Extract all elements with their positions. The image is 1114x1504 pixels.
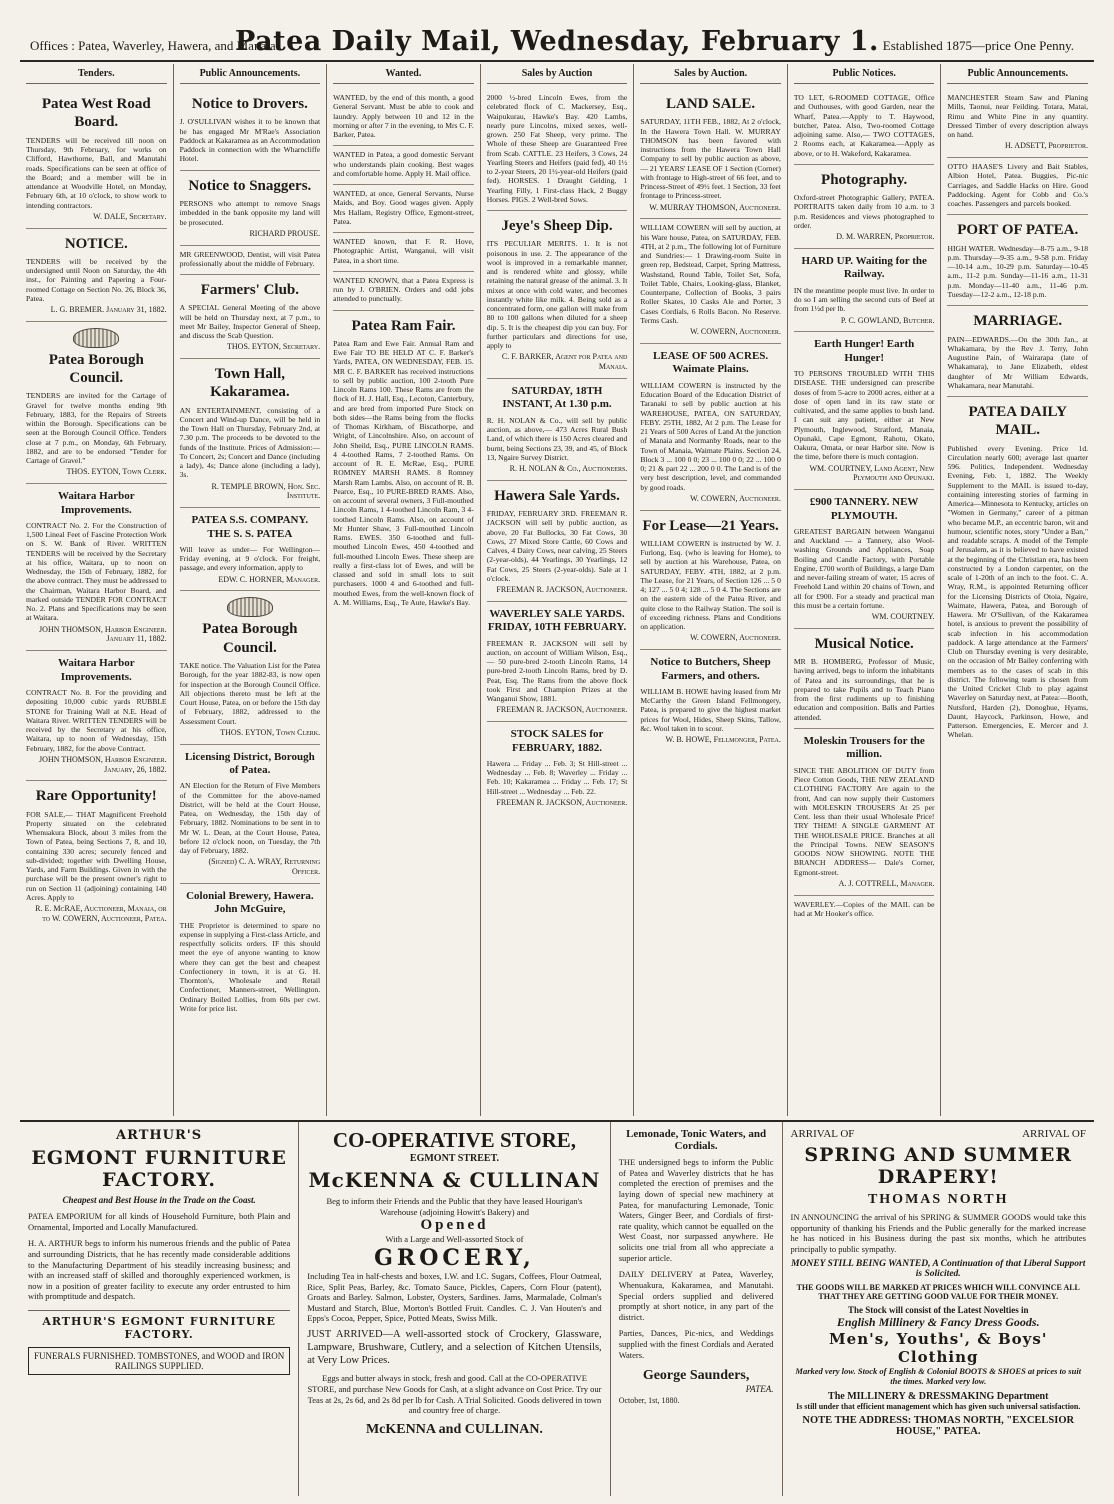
advertisement: [26, 322, 167, 484]
ad-title: Jeye's Sheep Dip.: [501, 218, 613, 235]
ad-body: Will leave as under— For Wellington— Friday evening, at 9 o'clock. For freight, passage, and every information, apply to: [179, 544, 321, 573]
ad-body: WILLIAM COWERN is instructed by the Education Board of the Education District of Taranaki to sell by public auction at his WAREHOUSE, PATEA, ON SATURDAY, FEBY. 25TH, 1882, At 2 p.m. The Lease for 21 Years of 500 Acres of Land At the junction of Manaia and Normanby Roads, near to the Town of Manaia, Waimate Plains. Section 24, Block 3 ... 100 0 0; 23 ... 100 0 0; 22 ... 100 0 0; 21 & part 22 ... 200 0 0. The Land is of the very best description, level, and commanded by good roads.: [640, 380, 781, 492]
just-arrived-text: JUST ARRIVED—A well-assorted stock of Crockery, Glassware, Lampware, Brushware, Cutlery, and a selection of Kitchen Utensils, at Very Low Prices.: [307, 1329, 602, 1367]
ad-signature: McKENNA and CULLINAN.: [365, 1421, 543, 1437]
ad-body: FRIDAY, FEBRUARY 3RD. FREEMAN R. JACKSON will sell by public auction, as above, 20 Fat Bullocks, 30 Fat Cows, 30 Cows, 27 Mixed Store Cattle, 60 Cows and Calves, 4 Dairy Cows, near calving, 25 Steers (2-year-olds), 44 Yearlings, 30 Yearlings, 12 Fat Cows, 25 Steers (2-year-olds). Sale at 1 o'clock.: [486, 509, 628, 583]
column-7: [941, 64, 1094, 1116]
advertisement: [333, 272, 474, 311]
advertisement: [487, 211, 628, 379]
ad-body: WANTED KNOWN, that a Patea Express is run by J. O'BRIEN. Orders and odd jobs attended to punctually.: [333, 275, 474, 304]
ad-body: AN ENTERTAINMENT, consisting of a Concert and Wind-up Dance, will be held in the Town Hall on Thursday, February 2nd, at 7.30 p.m. The proceeds to be devoted to the funds of the Institute. Prices of Admission:—To Concert, 2s; Concert and Dance (including a lady), 4s; Dance alone (including a lady), 3s.: [179, 405, 321, 480]
advertisement: [26, 781, 167, 929]
ad-heading: CO-OPERATIVE STORE,: [332, 1128, 577, 1152]
offices-line: Offices : Patea, Waverley, Hawera, and Manaia.: [30, 38, 279, 53]
ad-signature: W. COWERN, Auctioneer.: [690, 327, 781, 337]
ad-signature: FREEMAN R. JACKSON, Auctioneer.: [496, 705, 628, 715]
arrival-right: ARRIVAL OF: [1022, 1128, 1086, 1140]
ad-body: AN Election for the Return of Five Members of the Committee for the above-named District, will be held at the Court House, Patea, on Wednesday, the 15th day of February, 1882. Nominations to be sent in to Mr W. L. Dean, at the Court House, Patea, before 12 o'clock noon, on Tuesday, the 7th day of February, 1882.: [179, 781, 321, 856]
ad-body: THE undersigned begs to inform the Public of Patea and Waverley districts that he has completed the erection of premises and the laying down of special new machinery at Patea, for manufacturing Lemonade, Tonic Waters, Ginger Beer, and Cordials of first-rate quality, which cannot be equalled on the West Coast, nor surpassed anywhere. He solicits one trial from all who appreciate a superior article.: [618, 1157, 774, 1263]
ad-body: WANTED in Patea, a good domestic Servant who understands plain cooking. Best wages and comfortable home. Apply H. Mail office.: [333, 150, 474, 178]
ad-title: Photography.: [821, 171, 908, 188]
advertisement: [180, 171, 321, 246]
ad-body: Hawera ... Friday ... Feb. 3; St Hill-street ... Wednesday ... Feb. 8; Waverley ... Friday ... Feb. 10; Kakaramea ... Friday ... Feb. 17; St Hill-street ... Wednesday ... Feb. 22.: [486, 758, 628, 796]
advertisement-columns: [20, 64, 1094, 1116]
ad-title: WAVERLEY SALE YARDS. FRIDAY, 10TH FEBRUARY.: [487, 607, 627, 634]
ad-title: LAND SALE.: [666, 96, 756, 113]
ad-body: WANTED, by the end of this month, a good General Servant. Must be able to cook and laundry. Apply between 10 and 12 in the morning or after 7 in the evening, to Mrs C. F. Barker, Patea.: [333, 93, 474, 140]
marked-text: THE GOODS WILL BE MARKED AT PRICES WHICH WILL CONVINCE ALL THAT THEY ARE GETTING GOOD VALUE FOR THEIR MONEY.: [796, 1282, 1080, 1301]
ad-title: PATEA DAILY MAIL.: [968, 404, 1067, 439]
column-header: Sales by Auction.: [640, 68, 781, 84]
ad-signature: George Saunders,: [642, 1368, 750, 1384]
ad-intro: Beg to inform their Friends and the Public that they have leased Hourigan's Warehouse (adjoining Howitt's Bakery) and: [326, 1196, 583, 1217]
advertisement: [947, 89, 1088, 158]
ad-body: WANTED known, that F. R. Hove, Photographic Artist, Wanganui, will visit Patea, in a short time.: [333, 237, 474, 265]
column-3: [327, 64, 481, 1116]
money-wanted-text: MONEY STILL BEING WANTED, A Continuation of that Liberal Support is Solicited.: [791, 1258, 1086, 1279]
ad-body: MR GREENWOOD, Dentist, will visit Patea professionally about the middle of February.: [179, 249, 321, 268]
ad-body: SATURDAY, 11TH FEB., 1882, At 2 o'clock, In the Hawera Town Hall. W. MURRAY THOMSON has been favored with instructions from the Hawera Town Hall Company to sell by public auction as above,— 21 YEARS' LEASE OF 1 Section (Corner) with frontage to High-street of 66 feet, and to Princess-Street of 49½ feet. 1 Section, 33 feet frontage to Princess-street.: [640, 117, 781, 201]
ad-body: THE Proprietor is determined to spare no expense in supplying a First-class Article, and respectfully solicits orders. IF this should meet the eye of anyone wanting to know where they can get the best and cheapest Confectionery in town, it is at G. H. Thornton's, Wholesale and Retail Confectioner, Manners-street, Wellington. Ordinary Boiled Lollies, from 60s per cwt. Write for price list.: [179, 920, 321, 1013]
borough-crest-icon: [73, 328, 119, 348]
ad-body: TO PERSONS TROUBLED WITH THIS DISEASE. THE undersigned can prescribe doses of from 5-acre to 2000 acres, either at a dose of open land in its raw state or cultivated, and the same applies to bush land. I can suit any patient, either at New Plymouth, Inglewood, Stratford, Manaia, Opunaki, Cape Egmont, Rahotu, Okato, Oakura, Omata, or near Harbor site. Now is the time, before there is much contagion.: [793, 369, 935, 462]
ad-title: STOCK SALES for FEBRUARY, 1882.: [510, 728, 604, 754]
advertisement: [947, 215, 1088, 306]
advertisement: [640, 219, 781, 344]
with-text: With a Large and Well-assorted Stock of: [385, 1234, 524, 1245]
ad-signature: P. C. GOWLAND, Butcher.: [840, 315, 935, 325]
ad-title: LEASE OF 500 ACRES. Waimate Plains.: [653, 349, 769, 376]
ad-signature: R. E. McRAE, Auctioneer, Manaia, or to W. COWERN, Auctioneer, Patea.: [35, 904, 167, 923]
advertisement: [947, 306, 1088, 397]
advertisement: [487, 481, 628, 602]
ad-body: IN the meantime people must live. In order to do so I am selling the second cuts of Beef at from 1½d per lb.: [793, 285, 935, 314]
ad-body: WILLIAM COWERN will sell by auction, at his Ware house, Patea, on SATURDAY, FEB. 4TH, at 2 p.m., The following lot of Furniture and Sundries:— 1 Drawing-room Suite in green rep, Bedstead, Carpet, Spring Mattress, Washstand, Round Table, Toilet Set, Sofa, Toilet Table, Chairs, Looking-glass, Blanket, Counterpane, Collection of Books, 3 pairs Roller Skates, 10 Casks Ale and Porter, 3 Cases Cordials, 6 Rolls Bacon. No Reserve. Terms Cash.: [640, 223, 781, 325]
ad-subheading: EGMONT STREET.: [409, 1153, 500, 1164]
ad-title: HARD UP. Waiting for the Railway.: [801, 254, 927, 281]
advertisement: [794, 490, 935, 629]
ad-signature: W. COWERN, Auctioneer.: [690, 493, 781, 503]
ad-signature: R. H. NOLAN & Co., Auctioneers.: [509, 464, 628, 474]
lemonade-ad: [611, 1122, 783, 1496]
ad-body: SINCE THE ABOLITION OF DUTY from Piece Cotton Goods, THE NEW ZEALAND CLOTHING FACTORY Are again to the front, And can now supply their Customers with MOLESKIN TROUSERS At 25 per Cent. less than their usual Wholesale Price! TRY THEM! A SINGLE GARMENT AT THE WHOLESALE PRICE. Branches at all the Principal Towns. NEW SEASON'S GOODS NOW SHOWING. NOTE THE BRANCH ADDRESS— Dale's Corner, Egmont-street.: [793, 765, 935, 877]
ad-signature: JOHN THOMSON, Harbor Engineer. January 11, 1882.: [39, 624, 167, 644]
ad-body: R. H. NOLAN & Co., will sell by public auction, as above,— 473 Acres Rural Bush Land, of which there is 150 Acres cleared and burnt, being Sections 23, 39, and 45, of Block 13, Ngaire Survey District.: [486, 415, 628, 462]
advertisement: [794, 629, 935, 729]
ad-signature: EDW. C. HORNER, Manager.: [218, 574, 321, 584]
ad-body: A SPECIAL General Meeting of the above will be held on Thursday next, at 7 p.m., to meet Mr Bailey, Inspector General of Sheep, and discuss the Scab Question.: [179, 303, 321, 341]
ad-body: J. O'SULLIVAN wishes it to be known that he has engaged Mr M'Rae's Association Paddock at Kakaramea as an Accommodation Paddock in connection with the Wharncliffe Hotel.: [179, 117, 321, 164]
ad-body: TENDERS will be received till noon on Thursday, 9th February, for works on Clifford, Hawthorne, Ball, and Manutahi roads. Specifications can be seen at office of the Board; and a member will be in attendance at Woodville Hotel, on Monday, February 6th, at 10 o'clock, to show work to intending contractors.: [26, 135, 167, 210]
ad-signature: RICHARD PROUSE.: [249, 228, 321, 238]
ad-title: For Lease—21 Years.: [642, 517, 779, 534]
opened-text: Opened: [420, 1217, 489, 1234]
ad-signature: D. M. WARREN, Proprietor.: [836, 232, 935, 242]
merchant-name: THOMAS NORTH: [867, 1192, 1009, 1207]
advertisement: [794, 332, 935, 490]
advertisement: [794, 896, 935, 925]
ad-title: £900 TANNERY. NEW PLYMOUTH.: [809, 496, 919, 522]
ad-body: HIGH WATER. Wednesday—8-75 a.m., 9-18 p.m. Thursday—9-35 a.m., 9-58 p.m. Friday—10-14 a.m., 10-29 p.m. Saturday—10-45 a.m., 11-2 p.m. Sunday—11-16 a.m., 11-31 p.m. Monday—11-40 a.m., 11-46 p.m. Tuesday—12-2 a.m., 12-18 p.m.: [947, 243, 1089, 299]
ad-body: Published every Evening. Price 1d. Circulation nearly 600; average last quarter 596. Politics, Independent. Wednesday Evening, Feb. 1, 1882. The Weekly Supplement to the MAIL is issued to-day, containing interesting stories of farming in America—Minnesota to Kentucky, articles on "Women in Germany," career of a pitman who became M.P., an eccentric baron, wit and humour, scientific notes, story "Under a Ban," and readable scraps. A model of the Temple of Jerusalem, as it is believed to have existed at the beginning of the Christian era, has been constructed by a London carpenter, on the scale of 1-20th of an inch to the foot. C. A. Wray, R.M., is appointed Returning officer for the Licensing Districts of Otoia, Ngaire, Waimate, Hawera, Patea, and Borough of Hawera. Mr O'Sullivan, of the Kakaramea hotel, is anxious to prevent the possibility of scab infection in his accommodation paddock. A large attendance at the Farmers' Club on Thursday evening is very desirable, on the occasion of Mr Bailey conferring with members as to the cases of scab in this district. The following team is chosen from the United Cricket Club to play against Waverley on Saturday next, at Patea:—Booth, Nutsford, Harden (2), Donoghue, Hyams, Daunt, Haycock, Parkinson, Howe, and Patterson. Emergencies, E. Mercer and J. Whelan.: [947, 443, 1089, 740]
co-operative-store-ad: [299, 1122, 610, 1496]
advertisement: [180, 89, 321, 171]
ad-body: H. A. ARTHUR begs to inform his numerous friends and the public of Patea and surrounding Districts, that he has recently made considerable additions to the Manufacturing Department of his steadily increasing business; and with an increased staff of skilled and thoroughly experienced workmen, is now in a position of greater facility to execute any order entrusted to him with promptitude and despatch.: [28, 1238, 291, 1302]
newspaper-title: Patea Daily Mail, Wednesday, February 1.: [235, 26, 879, 57]
ad-body: Patea Ram and Ewe Fair. Annual Ram and Ewe Fair TO BE HELD AT C. F. Barker's Yards, PATEA, ON WEDNESDAY, FEB. 15. MR C. F. BARKER has received instructions to sell by public auction, 100 2-tooth Pure Lincoln Rams 100. These Rams are from the flock of H. J. Hall, Esq., Lecoton, Canterbury, and are bred from imported Pure Stock on both sides—the Rams being from the flocks of Thomas Kirkham, of Biscathorpe, and Wright, of Lincolnshire. Also, on account of John Sheild, Esq., PURE LINCOLN RAMS. 4 4-toothed Rams, 7 2-toothed Rams. On account of R. E. McRae, Esq., PURE ROMNEY MARSH RAMS. 8 Romney Marsh Ram Lambs. Also, on account of R. B. Pearce, Esq., 10 PURE-BRED RAMS. Also, on account of several owners, 3 Full-mouthed Lincoln Rams, 1 4-toothed Lincoln Ram, 3 4-toothed Lincoln Rams. Also, on account of Mr Hunter Shaw, 3 Full-mouthed Lincoln Rams. EWES. 350 6-toothed and full-mouthed Lincoln Ewes, 450 4-toothed and full-mouthed Lincoln Ewes. These sheep are really a first-class lot of Ewes, and will be classed and sold in small lots to suit purchasers. 1000 4 and 6-toothed and full-mouthed Ewes, from the well-known flock of A. M. Williams, Esq., Te Aute, Hawke's Bay.: [333, 338, 474, 607]
ad-body: ITS PECULIAR MERITS. 1. It is not poisonous in use. 2. The appearance of the wool is improved in a remarkable manner, and is rendered white and glossy, while retaining the natural grease of the animal. 3. It mixes at once with cold water, and becomes instantly white like milk. 4. Being sold as a concentrated form, one gallon will make from 80 to 100 gallons when diluted for a sheep dip. 5. It is the cheapest dip you can buy. For further particulars and directions for use, apply to: [486, 239, 628, 351]
column-header: Wanted.: [333, 68, 474, 84]
ad-title: Colonial Brewery, Hawera. John McGuire,: [186, 889, 314, 916]
ad-body: TENDERS will be received by the undersigned until Noon on Saturday, the 4th inst., for Painting and Papering a Four-roomed Cottage on Section No. 26, Block 36, Patea.: [26, 256, 167, 303]
advertisement: [947, 397, 1088, 746]
advertisement: [947, 158, 1088, 215]
ad-title: NOTICE.: [64, 235, 128, 252]
ad-body: CONTRACT No. 8. For the providing and depositing 10,000 cubic yards RUBBLE STONE for Training Wall at N.E. Head of Waitara River. WRITTEN TENDERS will be received by the Secretary at his office, Waitara, up to noon of Wednesday, 15th February, 1882, for the above Contract.: [26, 688, 167, 753]
advertisement: [487, 602, 628, 722]
advertisement: [333, 146, 474, 185]
column-header: Public Announcements.: [180, 68, 321, 84]
advertisement: [640, 344, 781, 511]
ad-body: WAVERLEY.—Copies of the MAIL can be had at Mr Hooker's office.: [793, 899, 935, 918]
address-text: NOTE THE ADDRESS: THOMAS NORTH, "EXCELSIOR HOUSE," PATEA.: [802, 1414, 1075, 1437]
ad-body: WANTED, at once, General Servants, Nurse Maids, and Boy. Good wages given. Apply Mrs Hallam, Registry Office, Egmont-street, Patea.: [333, 189, 474, 226]
ad-body: PAIN—EDWARDS.—On the 30th Jan., at Whakamara, by the Rev J. Terry, John Augustine Pain, of Wairarapa (late of Whakamara), to Jane Elizabeth, eldest daughter of Mr William Edwards, Whakamara, near Manutahi.: [947, 334, 1089, 390]
ad-title: Notice to Drovers.: [191, 96, 308, 113]
ad-signature: H. ADSETT, Proprietor.: [1004, 141, 1089, 151]
ad-date: October, 1st, 1880.: [618, 1396, 680, 1406]
advertisement: [180, 745, 321, 884]
ad-signature: FREEMAN R. JACKSON, Auctioneer.: [496, 797, 628, 807]
ad-signature: WM. COURTNEY, Land Agent, New Plymouth and Opunaki.: [809, 463, 935, 483]
boots-text: Marked very low. Stock of English & Colonial BOOTS & SHOES at prices to suit the times. Marked very low.: [795, 1365, 1082, 1386]
ad-title: PATEA S.S. COMPANY. THE S. S. PATEA: [191, 514, 309, 540]
parties-text: Parties, Dances, Pic-nics, and Weddings supplied with the finest Cordials and Aerated Waters.: [618, 1328, 774, 1360]
firm-name: McKENNA & CULLINAN: [308, 1168, 601, 1192]
ad-title: Notice to Snaggers.: [188, 177, 312, 194]
ad-body: WILLIAM COWERN is instructed by W. J. Furlong, Esq. (who is leaving for Home), to sell by auction at his Warehouse, Patea, on SATURDAY, FEBY. 4TH, 1882, at 2 p.m. The Lease, for 21 Years, of Section 126 ... 5 0 4; 127 ... 5 0 4; 128 ... 5 0 4. The Sections are on the eastern side of the Patea River, and quite close to the Railway Station. The soil is of exceeding richness. Plans and Conditions on application.: [640, 538, 781, 632]
ad-body: FOR SALE,— THAT Magnificent Freehold Property situated on the celebrated Whenuakura Block, about 3 miles from the Town of Patea, being Sections 7, 8, and 10, containing 330 acres; securely fenced and sub-divided; together with Dwelling House, Yards, and Farm Buildings. Given in with the purchase will be the present owner's right to run on Section 11 (adjoining) containing 140 Acres. Apply to: [26, 809, 167, 902]
ad-signature: W. COWERN, Auctioneer.: [690, 633, 781, 643]
ad-body: CONTRACT No. 2. For the Construction of 1,500 Lineal Feet of Fascine Protection Work on S. W. Bank of River. WRITTEN TENDERS will be received by the Secretary at his office, Waitara, up to noon on Wednesday, the 15th of February, 1882, for the above contract. They must be addressed to the Chairman, Waitara Harbor Board, and marked outside TENDER FOR CONTRACT No. 2. Plans and Specifications may be seen at Waitara.: [26, 520, 167, 623]
management-text: Is still under that efficient management which has given such universal satisfaction.: [796, 1401, 1081, 1411]
advertisement: [794, 165, 935, 249]
advertisement: [180, 884, 321, 1019]
advertisement: [333, 233, 474, 272]
ad-body: 2000 ½-bred Lincoln Ewes, from the celebrated flock of C. Mackersey, Esq., Waipukurau, Hawke's Bay. 420 Lambs, nearly pure Lincolns, mixed sexes, well-grown. 250 Fat Sheep, very prime. The Whole of these Sheep are Guaranteed Free from Scab. CATTLE. 23 Heifers, 3 Cows, 24 Yearling Steers and Heifers (paid fed), 40 1½ to 2-year Steers, 20 1½-year-old Heifers (paid fed). HORSES. 1 Draught Gelding, 1 Yearling Filly, 1 First-class Hack, 2 Buggy Horses. PIGS. 2 Well-bred Sows.: [486, 93, 628, 204]
column-header: Tenders.: [26, 68, 167, 84]
ad-place: PATEA.: [745, 1384, 774, 1395]
advertisement: [640, 650, 781, 751]
ad-signature: W. DALE, Secretary.: [93, 211, 167, 221]
ad-title: Earth Hunger! Earth Hunger!: [814, 338, 915, 364]
advertisement: [26, 89, 167, 228]
ad-title: PORT OF PATEA.: [957, 222, 1079, 239]
ad-signature: (Signed) C. A. WRAY, Returning Officer.: [208, 857, 321, 877]
ad-body: GREATEST BARGAIN between Wanganui and Auckland — a Tannery, also Wool-washing Grounds and Appliances, Soap Boiling and Candle Factory, with Portable Engine, £700 worth of Buildings, a large Dam and never-failing stream of water, 15 acres of Freehold Land within 20 chains of Town, and all for £900. For a steady and practical man this must be a certain fortune.: [793, 526, 935, 610]
column-header: Sales by Auction: [487, 68, 628, 84]
advertisement: [180, 359, 321, 508]
column-4: [481, 64, 635, 1116]
ad-signature: THOS. EYTON, Secretary.: [227, 342, 321, 352]
column-header: Public Notices.: [794, 68, 935, 84]
ad-footer: ARTHUR'S EGMONT FURNITURE FACTORY.: [28, 1310, 290, 1341]
eggs-text: Eggs and butter always in stock, fresh and good. Call at the CO-OPERATIVE STORE, and purchase New Goods for Cash, at a slight advance on Cost Price. Try our Teas at 2s, 2s 6d, and 2s 8d per lb for Cash. A Trial Solicited. Goods delivered in town and country free of charge.: [307, 1373, 602, 1416]
ad-signature: A. J. COTTRELL, Manager.: [838, 878, 935, 888]
ad-heading: Lemonade, Tonic Waters, and Cordials.: [626, 1128, 767, 1152]
ad-title: Waitara Harbor Improvements.: [57, 657, 135, 683]
ad-signature: FREEMAN R. JACKSON, Auctioneer.: [496, 585, 628, 595]
advertisement: [487, 89, 628, 211]
advertisement: [180, 275, 321, 359]
bottom-advertisements: [20, 1120, 1094, 1496]
clothing-text: Men's, Youths', & Boys' Clothing: [829, 1329, 1048, 1366]
stock-text: The Stock will consist of the Latest Novelties in: [847, 1304, 1029, 1315]
advertisement: [794, 249, 935, 332]
ad-title: Patea West Road Board.: [41, 96, 151, 131]
ad-tagline: Cheapest and Best House in the Trade on the Coast.: [62, 1195, 256, 1205]
column-6: [788, 64, 942, 1116]
ad-body: IN ANNOUNCING the arrival of his SPRING & SUMMER GOODS would take this opportunity of thanking his Friends and the Public generally for the marked increase he has noticed in his Business during the past six months, which he attributes principally to public sympathy.: [790, 1212, 1086, 1254]
ad-body: WILLIAM B. HOWE having leased from Mr McCarthy the Green Island Fellmongery, Patea, is prepared to give the highest market prices for Wool, Hides, Sheep Skins, Tallow, &c. Wool taken in to scour.: [640, 686, 781, 733]
ad-signature: C. F. BARKER, Agent for Patea and Manaia.: [501, 352, 628, 372]
emporium-text: PATEA EMPORIUM for all kinds of Household Furniture, both Plain and Ornamental, Imported and Locally Manufactured.: [28, 1211, 291, 1232]
ad-title: Patea Ram Fair.: [351, 317, 456, 334]
advertisement: [180, 246, 321, 276]
advertisement: [180, 508, 321, 591]
advertisement: [26, 484, 167, 651]
ad-title: Patea Borough Council.: [48, 351, 144, 387]
ad-title: Waitara Harbor Improvements.: [57, 490, 135, 516]
ad-title: Rare Opportunity!: [35, 788, 157, 805]
ad-signature: JOHN THOMSON, Harbor Engineer. January, 26, 1882.: [39, 754, 167, 774]
millinery-text: English Millinery & Fancy Dress Goods.: [836, 1314, 1040, 1329]
advertisement: [640, 511, 781, 651]
arthur-furniture-ad: [20, 1122, 299, 1496]
advertisement: [26, 651, 167, 781]
ad-signature: R. TEMPLE BROWN, Hon. Sec. Institute.: [211, 481, 321, 501]
thomas-north-ad: [783, 1122, 1094, 1496]
ad-signature: W. B. HOWE, Fellmonger, Patea.: [665, 735, 781, 745]
ad-title: EGMONT FURNITURE FACTORY.: [31, 1147, 287, 1191]
ad-signature: THOS. EYTON, Town Clerk.: [220, 727, 321, 737]
advertisement: [333, 185, 474, 233]
ad-body: OTTO HAASE'S Livery and Bait Stables, Albion Hotel, Patea. Buggies, Pic-nic Carriages, and Saddle Hacks on Hire. Good Paddocking. Agent for Cobb and Co.'s coaches. Passengers and parcels booked.: [947, 162, 1089, 209]
ad-title: Licensing District, Borough of Patea.: [185, 750, 315, 776]
ad-body: MR B. HOMBERG, Professor of Music, having arrived, begs to inform the inhabitants of Patea and its surroundings, that he is prepared to take Pupils and to Teach Piano from the first rudiments up to finishing education and composition. Balls and Parties attended.: [793, 657, 935, 722]
ad-signature: W. MURRAY THOMSON, Auctioneer.: [649, 202, 781, 212]
ad-title: Patea Borough Council.: [202, 621, 298, 656]
ad-body: TENDERS are invited for the Cartage of Gravel for twelve months ending 9th February, 1883, for the Repairs of Streets within the Borough. Specifications can be seen at the Borough Council Office. Tenders close at 7 p.m., on Monday, 6th February, 1882, and are to be endorsed "Tender for Cartage of Gravel.": [26, 391, 167, 466]
grocery-text: GROCERY,: [374, 1244, 535, 1271]
established-line: Established 1875—price One Penny.: [882, 38, 1074, 53]
ad-title: Moleskin Trousers for the million.: [803, 734, 925, 761]
borough-crest-icon: [227, 597, 273, 617]
arrival-row: [791, 1128, 1086, 1140]
masthead: [20, 8, 1094, 62]
ad-title: SATURDAY, 18TH INSTANT, At 1.30 p.m.: [502, 384, 612, 411]
ad-body: MANCHESTER Steam Saw and Planing Mills, Taonui, near Feilding. Totara, Matai, Rimu and White Pine in any quantity. Dressed Timber of every description always on hand.: [947, 93, 1089, 140]
column-header: Public Announcements.: [947, 68, 1088, 84]
advertisement: [26, 229, 167, 322]
advertisement: [794, 729, 935, 896]
advertisement: [640, 89, 781, 219]
column-5: [634, 64, 788, 1116]
ad-body: PERSONS who attempt to remove Snags imbedded in the bank opposite my land will be prosecuted.: [179, 199, 321, 227]
ad-heading: ARTHUR'S: [116, 1128, 203, 1143]
advertisement: [487, 722, 628, 814]
advertisement: [487, 379, 628, 481]
ad-title: Notice to Butchers, Sheep Farmers, and others.: [650, 656, 771, 682]
delivery-text: DAILY DELIVERY at Patea, Waverley, Whenuakura, Kakaramea, and Manutahi. Special orders supplied and delivered promptly at short notice, in any part of the district.: [618, 1269, 774, 1322]
advertisement: [333, 311, 474, 614]
ad-title: Town Hall, Kakaramea.: [210, 366, 290, 401]
ad-signature: WM. COURTNEY.: [871, 612, 935, 622]
ad-title: Hawera Sale Yards.: [494, 487, 620, 504]
advertisement: [333, 89, 474, 146]
arrival-left: ARRIVAL OF: [790, 1128, 855, 1140]
dressmaking-text: The MILLINERY & DRESSMAKING Department: [828, 1390, 1049, 1402]
advertisement: [794, 89, 935, 165]
ad-title: SPRING AND SUMMER DRAPERY!: [804, 1144, 1073, 1188]
ad-title: MARRIAGE.: [973, 313, 1063, 330]
advertisement: [180, 591, 321, 744]
ad-body: FREEMAN R. JACKSON will sell by auction, on account of William Wilson, Esq.,— 50 pure-bred 2-tooth Lincoln Rams, 14 pure-bred 2-tooth Lincoln Rams, bred by D. Peat, Esq. The Rams from the above flock took First and Champion Prizes at the Wanganui Show, 1881.: [486, 638, 628, 704]
column-1: [20, 64, 174, 1116]
ad-body: TO LET, 6-ROOMED COTTAGE, Office and Outhouses, with good Garden, near the Wharf, Patea.—Apply to T. Haywood, butcher, Patea. Also, Two-roomed Cottage adjoining same. Also,— TWO COTTAGES, 2 Rooms each, at Kakaramea.—Apply as above, or to H. Wakeford, Kakaramea.: [793, 93, 935, 158]
ad-signature: THOS. EYTON, Town Clerk.: [66, 467, 167, 477]
ad-title: Musical Notice.: [814, 635, 914, 652]
ad-body: Oxford-street Photographic Gallery, PATEA. PORTRAITS taken daily from 10 a.m. to 3 p.m. Residences and views photographed to order.: [793, 193, 935, 230]
funerals-box: FUNERALS FURNISHED. TOMBSTONES, and WOOD and IRON RAILINGS SUPPLIED.: [28, 1347, 290, 1375]
column-2: [174, 64, 328, 1116]
ad-body: Including Tea in half-chests and boxes, I.W. and I.C. Sugars, Coffees, Flour Oatmeal, Rice, Split Peas, Barley, &c. Tomato Sauce, Pickles, Capers, Corn Flour (patent), Groats and Barley. Salmon, Lobster, Oysters, Sardines. Jams, Marmalade, Colman's Mustard and Starch, Blue, Morton's Bottled Fruit. Candles. C. J. Van Houten's and Epps's Cocoa, Pepper, Spice, Potted Meats, Swiss Milk.: [307, 1270, 602, 1324]
ad-body: TAKE notice. The Valuation List for the Patea Borough, for the year 1882-83, is now open for inspection at the Borough Council Office. All objections thereto must be left at the Court House, Patea, on or before the 15th day of February, 1882, addressed to the Assessment Court.: [179, 661, 321, 726]
ad-title: Farmers' Club.: [200, 282, 300, 299]
ad-signature: L. G. BREMER. January 31, 1882.: [50, 305, 167, 315]
